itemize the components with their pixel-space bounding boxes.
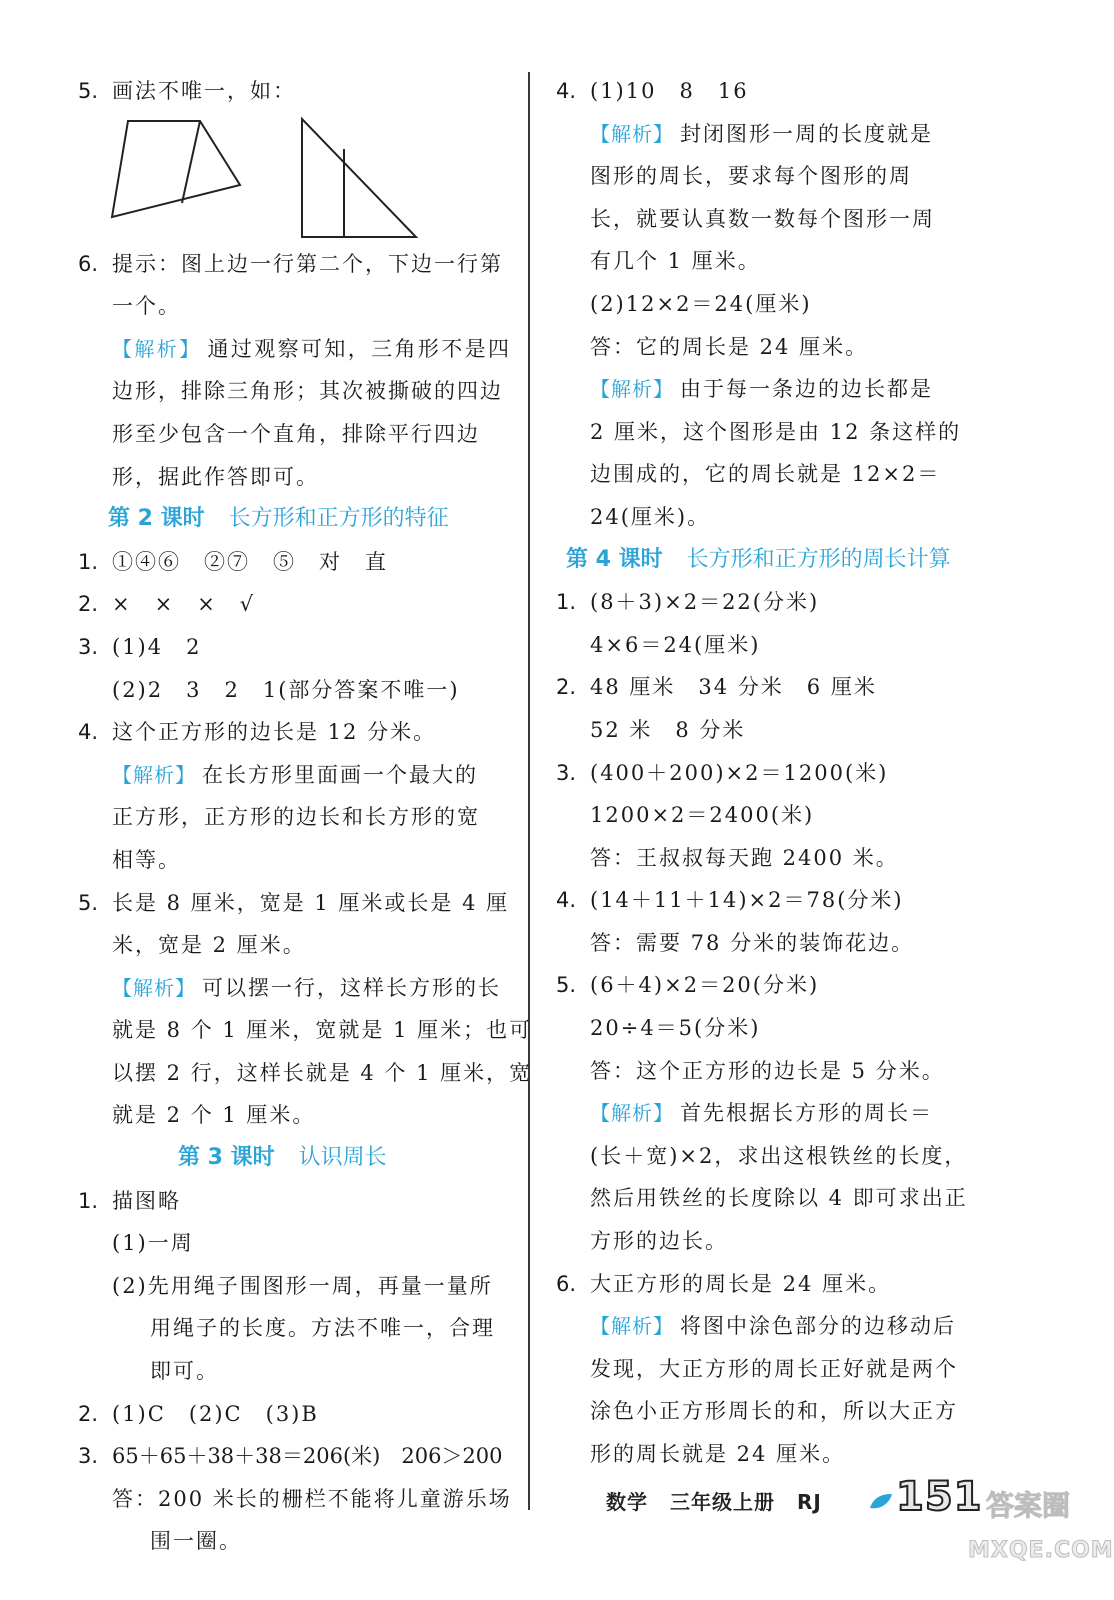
analysis-r4-line: 长，就要认真数一数每个图形一周 <box>590 206 935 231</box>
analysis-tag: 【解析】 <box>590 1101 674 1126</box>
analysis-r4-line: 【解析】 封闭图形一周的长度就是 <box>590 121 933 146</box>
analysis-tag: 【解析】 <box>590 121 674 146</box>
analysis-4-line: 正方形，正方形的边长和长方形的宽 <box>112 805 480 830</box>
question-6: 6. 提示：图上边一行第二个，下边一行第 <box>78 251 503 276</box>
watermark-logo: 答案圈 <box>986 1489 1071 1522</box>
section-heading-2: 第 2 课时 长方形和正方形的特征 <box>108 506 449 532</box>
leaf-icon <box>868 1492 894 1512</box>
s2-question-3-cont: (2)2 3 2 1(部分答案不唯一) <box>112 677 460 702</box>
trapezoid-shape <box>112 121 240 217</box>
analysis-tag: 【解析】 <box>112 336 202 361</box>
analysis-5-line: 就是 8 个 1 厘米，宽就是 1 厘米；也可 <box>112 1018 533 1043</box>
question-4: 4. (1)10 8 16 <box>556 79 749 103</box>
question-5: 5. 画法不唯一，如： <box>78 79 296 103</box>
column-divider <box>528 72 530 1510</box>
question-4-answer: 答：它的周长是 24 厘米。 <box>590 334 869 359</box>
analysis-r4b-line: 边围成的，它的周长就是 12×2＝ <box>590 462 941 487</box>
watermark-url: MXQE.COM <box>968 1538 1114 1563</box>
s4-question-4-answer: 答：需要 78 分米的装饰花边。 <box>590 930 915 955</box>
analysis-r4b-line: 2 厘米，这个图形是由 12 条这样的 <box>590 419 962 444</box>
s3-question-1-part2-cont: 即可。 <box>150 1359 219 1384</box>
s2-question-3: 3. (1)4 2 <box>78 634 202 659</box>
analysis-tag: 【解析】 <box>590 377 674 402</box>
s4-question-1-cont: 4×6＝24(厘米) <box>590 632 761 657</box>
s3-question-3: 3. 65＋65＋38＋38＝206(米) 206＞200 <box>78 1444 503 1469</box>
shape-drawings <box>78 113 510 243</box>
analysis-5-line: 就是 2 个 1 厘米。 <box>112 1103 316 1128</box>
page-number: 151 <box>896 1474 983 1520</box>
s3-question-3-answer-cont: 围一圈。 <box>150 1529 242 1554</box>
section-heading-4: 第 4 课时 长方形和正方形的周长计算 <box>566 546 951 572</box>
trapezoid-divider-line <box>182 121 200 203</box>
s4-question-4: 4. (14＋11＋14)×2＝78(分米) <box>556 888 904 913</box>
analysis-4-line: 【解析】 在长方形里面画一个最大的 <box>112 762 478 787</box>
footer-subject: 数学 <box>606 1490 648 1514</box>
s4-question-5-cont: 20÷4＝5(分米) <box>590 1016 761 1041</box>
analysis-6-line: 形，据此作答即可。 <box>112 464 319 489</box>
analysis-s4q5-line: 【解析】 首先根据长方形的周长＝ <box>590 1101 933 1126</box>
analysis-6-line: 【解析】 通过观察可知，三角形不是四 <box>112 336 510 361</box>
s2-question-5: 5. 长是 8 厘米，宽是 1 厘米或长是 4 厘 <box>78 890 510 915</box>
s4-question-3: 3. (400＋200)×2＝1200(米) <box>556 760 889 785</box>
question-6-cont: 一个。 <box>112 294 181 319</box>
question-4-part2: (2)12×2＝24(厘米) <box>590 291 812 316</box>
s3-question-1-part2: (2)先用绳子围图形一周，再量一量所 <box>112 1273 493 1298</box>
analysis-6-line: 边形，排除三角形；其次被撕破的四边 <box>112 379 503 404</box>
right-triangle-shape <box>302 119 416 237</box>
analysis-s4q5-line: 然后用铁丝的长度除以 4 即可求出正 <box>590 1186 968 1211</box>
analysis-s4q6-line: 发现，大正方形的周长正好就是两个 <box>590 1356 958 1381</box>
s4-question-5-answer: 答：这个正方形的边长是 5 分米。 <box>590 1058 945 1083</box>
analysis-s4q6-line: 涂色小正方形周长的和，所以大正方 <box>590 1399 958 1424</box>
s3-question-1-part1: (1)一周 <box>112 1231 194 1256</box>
analysis-r4b-line: 24(厘米)。 <box>590 504 711 529</box>
s4-question-5: 5. (6＋4)×2＝20(分米) <box>556 973 820 998</box>
s4-question-2-cont: 52 米 8 分米 <box>590 717 746 742</box>
analysis-r4-line: 图形的周长，要求每个图形的周 <box>590 164 912 189</box>
s2-question-4: 4. 这个正方形的边长是 12 分米。 <box>78 720 437 745</box>
analysis-r4b-line: 【解析】 由于每一条边的边长都是 <box>590 377 933 402</box>
s4-question-6: 6. 大正方形的周长是 24 厘米。 <box>556 1271 892 1296</box>
s2-question-5-cont: 米，宽是 2 厘米。 <box>112 933 306 958</box>
analysis-s4q6-line: 形的周长就是 24 厘米。 <box>590 1442 846 1466</box>
analysis-tag: 【解析】 <box>112 975 196 1000</box>
trapezoid-and-triangle-figure <box>78 113 498 243</box>
left-column <box>78 70 533 1563</box>
analysis-s4q5-line: (长＋宽)×2，求出这根铁丝的长度， <box>590 1143 968 1168</box>
analysis-5-line: 以摆 2 行，这样长就是 4 个 1 厘米，宽 <box>112 1060 533 1085</box>
s3-question-3-answer: 答：200 米长的栅栏不能将儿童游乐场 <box>112 1486 512 1511</box>
s4-question-3-answer: 答：王叔叔每天跑 2400 米。 <box>590 845 899 870</box>
footer-grade: 三年级上册 <box>670 1490 775 1514</box>
analysis-tag: 【解析】 <box>112 762 196 787</box>
section-heading-3: 第 3 课时 认识周长 <box>178 1145 387 1171</box>
s4-question-3-cont: 1200×2＝2400(米) <box>590 803 815 828</box>
s2-question-2: 2. × × × √ <box>78 592 256 617</box>
s2-question-1: 1. ①④⑥ ②⑦ ⑤ 对 直 <box>78 549 388 574</box>
s3-question-2: 2. (1)C (2)C (3)B <box>78 1401 319 1426</box>
footer-edition: RJ <box>797 1490 822 1514</box>
right-column <box>556 70 1006 1476</box>
analysis-s4q6-line: 【解析】 将图中涂色部分的边移动后 <box>590 1314 956 1339</box>
s4-question-2: 2. 48 厘米 34 分米 6 厘米 <box>556 675 877 700</box>
analysis-6-line: 形至少包含一个直角，排除平行四边 <box>112 421 480 446</box>
analysis-s4q5-line: 方形的边长。 <box>590 1229 728 1254</box>
analysis-r4-line: 有几个 1 厘米。 <box>590 249 761 274</box>
page-footer <box>606 1474 1114 1563</box>
footer-book-info <box>606 1486 844 1515</box>
analysis-4-line: 相等。 <box>112 847 181 872</box>
s4-question-1: 1. (8＋3)×2＝22(分米) <box>556 590 820 615</box>
analysis-5-line: 【解析】 可以摆一行，这样长方形的长 <box>112 975 501 1000</box>
analysis-tag: 【解析】 <box>590 1314 674 1339</box>
s3-question-1-part2-cont: 用绳子的长度。方法不唯一，合理 <box>150 1316 495 1341</box>
s3-question-1: 1. 描图略 <box>78 1188 181 1213</box>
